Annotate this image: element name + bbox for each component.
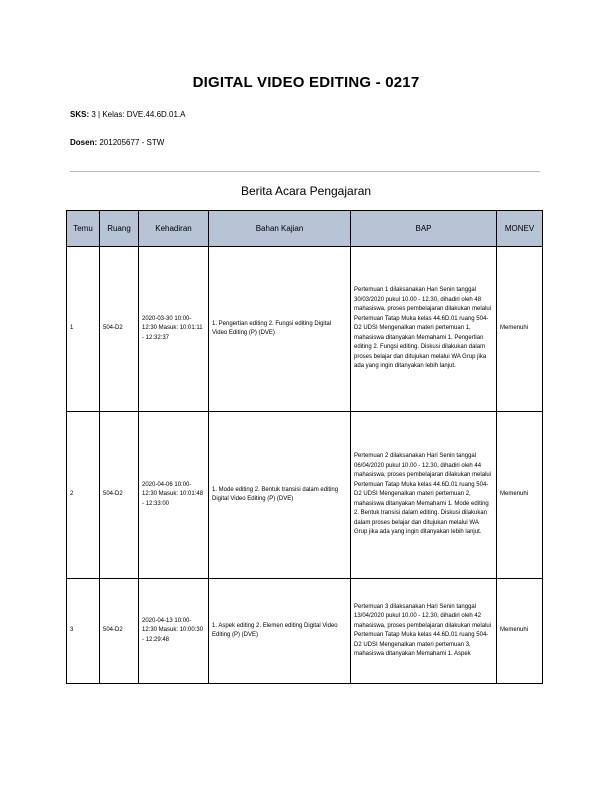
document-title: DIGITAL VIDEO EDITING - 0217 [192, 74, 420, 91]
divider [70, 171, 540, 172]
table-row [67, 412, 543, 579]
cell-ruang: 504-D2 [100, 579, 139, 684]
section-title: Berita Acara Pengajaran [240, 184, 372, 198]
cell-temu: 2 [67, 412, 100, 579]
cell-bap-container [351, 579, 497, 684]
cell-monev: Memenuhi [497, 579, 543, 684]
header-temu: Temu [67, 211, 100, 247]
table-row [67, 579, 543, 684]
cell-bap: Pertemuan 2 dilaksanakan Hari Senin tanggal 06/04/2020 pukul 10.00 - 12.30, dihadiri oleh 44 mahasiswa, proses pembelajaran dilakukan melalui Pertemuan Tatap Muka kelas 44.6D.01 ruang 504-D2 UDSI Mengenalkan materi pertemuan 2, mahasiswa ditanyakan Memahami 1. Mode editing 2. Bentuk transisi dalam editing. Diskusi dilakukan dalam proses belajar dan ditujukan melalui WA Grup jika ada yang ingin ditanyakan lebih lanjut. [351, 412, 497, 579]
teaching-report-table [66, 210, 543, 684]
lecturer-info [70, 138, 164, 147]
cell-bahan-kajian: 1. Mode editing 2. Bentuk transisi dalam editing Digital Video Editing (P) (DVE) [209, 412, 351, 579]
sks-value: 3 | Kelas: DVE.44.6D.01.A [91, 110, 186, 119]
table-row [67, 247, 543, 412]
cell-monev: Memenuhi [497, 412, 543, 579]
cell-bahan-kajian: 1. Pengertian editing 2. Fungsi editing Digital Video Editing (P) (DVE) [209, 247, 351, 412]
header-ruang: Ruang [100, 211, 139, 247]
cell-kehadiran: 2020-04-06 10:00-12:30 Masuk: 10:01:48 - 12:33:00 [139, 412, 209, 579]
cell-temu: 3 [67, 579, 100, 684]
header-bap: BAP [351, 211, 497, 247]
header-monev: MONEV [497, 211, 543, 247]
cell-kehadiran: 2020-03-30 10:00-12:30 Masuk: 10:01:11 - 12:32:37 [139, 247, 209, 412]
cell-bap: Pertemuan 1 dilaksanakan Hari Senin tanggal 30/03/2020 pukul 10.00 - 12.30, dihadiri oleh 48 mahasiswa, proses pembelajaran dilakukan melalui Pertemuan Tatap Muka kelas 44.6D.01 ruang 504-D2 UDSI Mengenalkan materi pertemuan 1, mahasiswa ditanyakan Memahami 1. Pengertian editing 2. Fungsi editing. Diskusi dilakukan dalam proses belajar dan ditujukan melalui WA Grup jika ada yang ingin ditanyakan lebih lanjut. [351, 247, 497, 412]
header-kehadiran: Kehadiran [139, 211, 209, 247]
dosen-value: 201205677 - STW [99, 138, 165, 147]
header-bahan-kajian: Bahan Kajian [209, 211, 351, 247]
table-header-row [67, 211, 543, 247]
cell-kehadiran: 2020-04-13 10:00-12:30 Masuk: 10:00:30 - 12:29:48 [139, 579, 209, 684]
cell-monev: Memenuhi [497, 247, 543, 412]
cell-temu: 1 [67, 247, 100, 412]
sks-label: SKS: [70, 110, 90, 119]
cell-bap: Pertemuan 3 dilaksanakan Hari Senin tanggal 13/04/2020 pukul 10.00 - 12.30, dihadiri oleh 42 mahasiswa, proses pembelajaran dilakukan melalui Pertemuan Tatap Muka kelas 44.6D.01 ruang 504-D2 UDSI Mengenalkan materi pertemuan 3, mahasiswa ditanyakan Memahami 1. Aspek [354, 603, 492, 657]
dosen-label: Dosen: [70, 138, 98, 147]
cell-ruang: 504-D2 [100, 247, 139, 412]
cell-bahan-kajian: 1. Aspek editing 2. Elemen editing Digital Video Editing (P) (DVE) [209, 579, 351, 684]
course-info [70, 110, 186, 119]
cell-ruang: 504-D2 [100, 412, 139, 579]
